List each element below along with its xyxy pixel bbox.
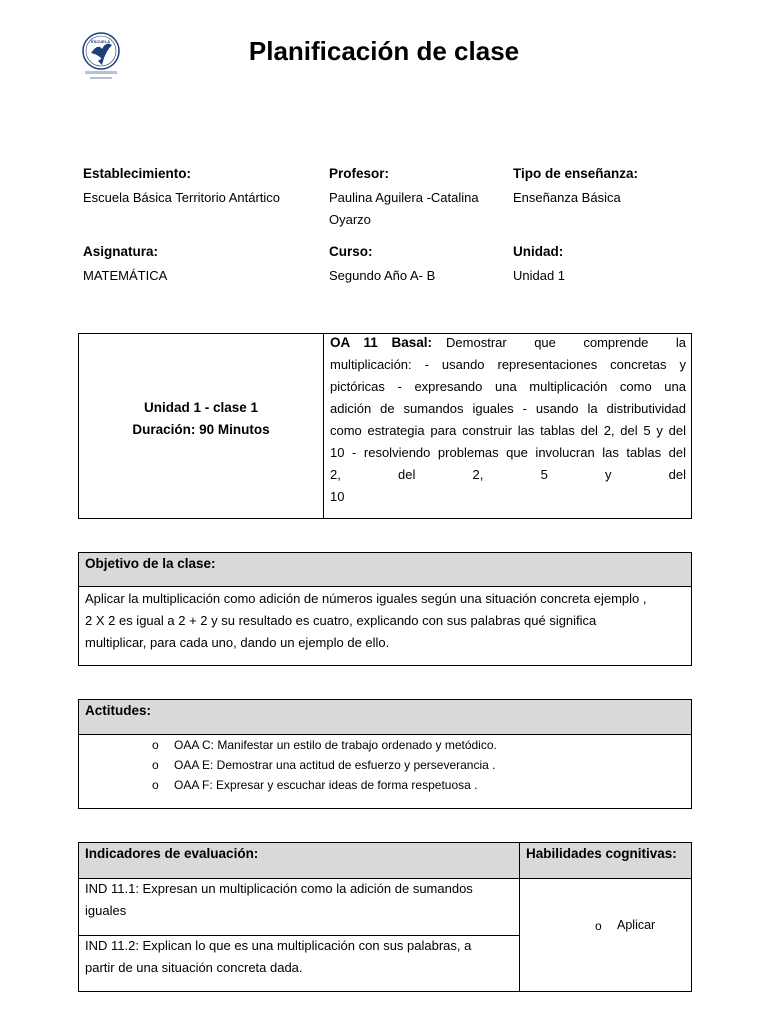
indicator-1 [85, 878, 473, 922]
objetivo-text [85, 588, 689, 654]
objetivo-header: Objetivo de la clase: [79, 553, 691, 587]
oa-line: adición de sumandos iguales - usando la distributividad [330, 401, 686, 416]
indicadores-table [78, 842, 692, 992]
establecimiento-value: Escuela Básica Territorio Antártico [83, 190, 281, 205]
list-item [79, 775, 691, 795]
unit-oa-table [78, 333, 692, 519]
bullet-icon: o [152, 778, 159, 792]
asignatura-label: Asignatura: [83, 244, 159, 259]
bullet-icon: o [152, 738, 159, 752]
tipo-label: Tipo de enseñanza: [513, 166, 639, 181]
objetivo-line: Aplicar la multiplicación como adición de números iguales según una situación concreta ejemplo , [85, 591, 647, 606]
actitud-text: OAA E: Demostrar una actitud de esfuerzo y perseverancia . [174, 758, 496, 772]
actitudes-box [78, 699, 692, 809]
oa-line: 2, del 2, 5 y del 10 [330, 467, 686, 504]
oa-line: 10 - resolviendo problemas que involucran las tablas del [330, 445, 686, 460]
actitud-text: OAA F: Expresar y escuchar ideas de forma respetuosa . [174, 778, 478, 792]
indicator-1-line: IND 11.1: Expresan un multiplicación como la adición de sumandos [85, 881, 473, 896]
indicator-2-line: IND 11.2: Explican lo que es una multiplicación con sus palabras, a [85, 938, 472, 953]
list-item [79, 755, 691, 775]
unidad-label: Unidad: [513, 244, 564, 259]
oa-title: OA 11 Basal: [330, 335, 433, 350]
tipo-value: Enseñanza Básica [513, 190, 621, 205]
curso-value: Segundo Año A- B [329, 268, 436, 283]
oa-line: multiplicación: - usando representaciones concretas y [330, 357, 686, 372]
bullet-icon: o [152, 758, 159, 772]
oa-line: pictóricas - expresando una multiplicación como una [330, 379, 686, 394]
objetivo-line: multiplicar, para cada uno, dando un ejemplo de ello. [85, 635, 390, 650]
duration-line: Duración: 90 Minutos [132, 422, 270, 437]
unidad-value: Unidad 1 [513, 268, 566, 283]
logo-text: ESCUELA [91, 39, 111, 44]
asignatura-value: MATEMÁTICA [83, 268, 168, 283]
unit-line: Unidad 1 - clase 1 [143, 400, 259, 415]
oa-line: Demostrar que comprende la [446, 335, 686, 350]
establecimiento-label: Establecimiento: [83, 166, 192, 181]
unit-cell [79, 397, 323, 441]
actitudes-header: Actitudes: [79, 700, 691, 735]
oa-cell [330, 332, 686, 508]
actitud-text: OAA C: Manifestar un estilo de trabajo ordenado y metódico. [174, 738, 497, 752]
actitudes-list [79, 735, 691, 795]
objetivo-box [78, 552, 692, 666]
list-item [79, 735, 691, 755]
indicadores-divider [519, 843, 520, 991]
indicator-2-line: partir de una situación concreta dada. [85, 960, 303, 975]
habilidades-header: Habilidades cognitivas: [526, 846, 677, 861]
unit-oa-divider [323, 334, 324, 518]
page-title: Planificación de clase [248, 36, 520, 66]
indicadores-header: Indicadores de evaluación: [85, 846, 259, 861]
habilidad-value: Aplicar [617, 918, 656, 932]
profesor-label: Profesor: [329, 166, 390, 181]
indicator-1-line: iguales [85, 903, 127, 918]
oa-first-line [330, 332, 686, 354]
curso-label: Curso: [329, 244, 373, 259]
profesor-value-line2: Oyarzo [329, 212, 371, 227]
bullet-icon: o [595, 919, 602, 933]
objetivo-line: 2 X 2 es igual a 2 + 2 y su resultado es cuatro, explicando con sus palabras qué significa [85, 613, 597, 628]
oa-line: como estrategia para construir las tablas del 2, del 5 y del [330, 423, 686, 438]
profesor-value-line1: Paulina Aguilera -Catalina [329, 190, 479, 205]
indicator-2 [85, 935, 471, 979]
